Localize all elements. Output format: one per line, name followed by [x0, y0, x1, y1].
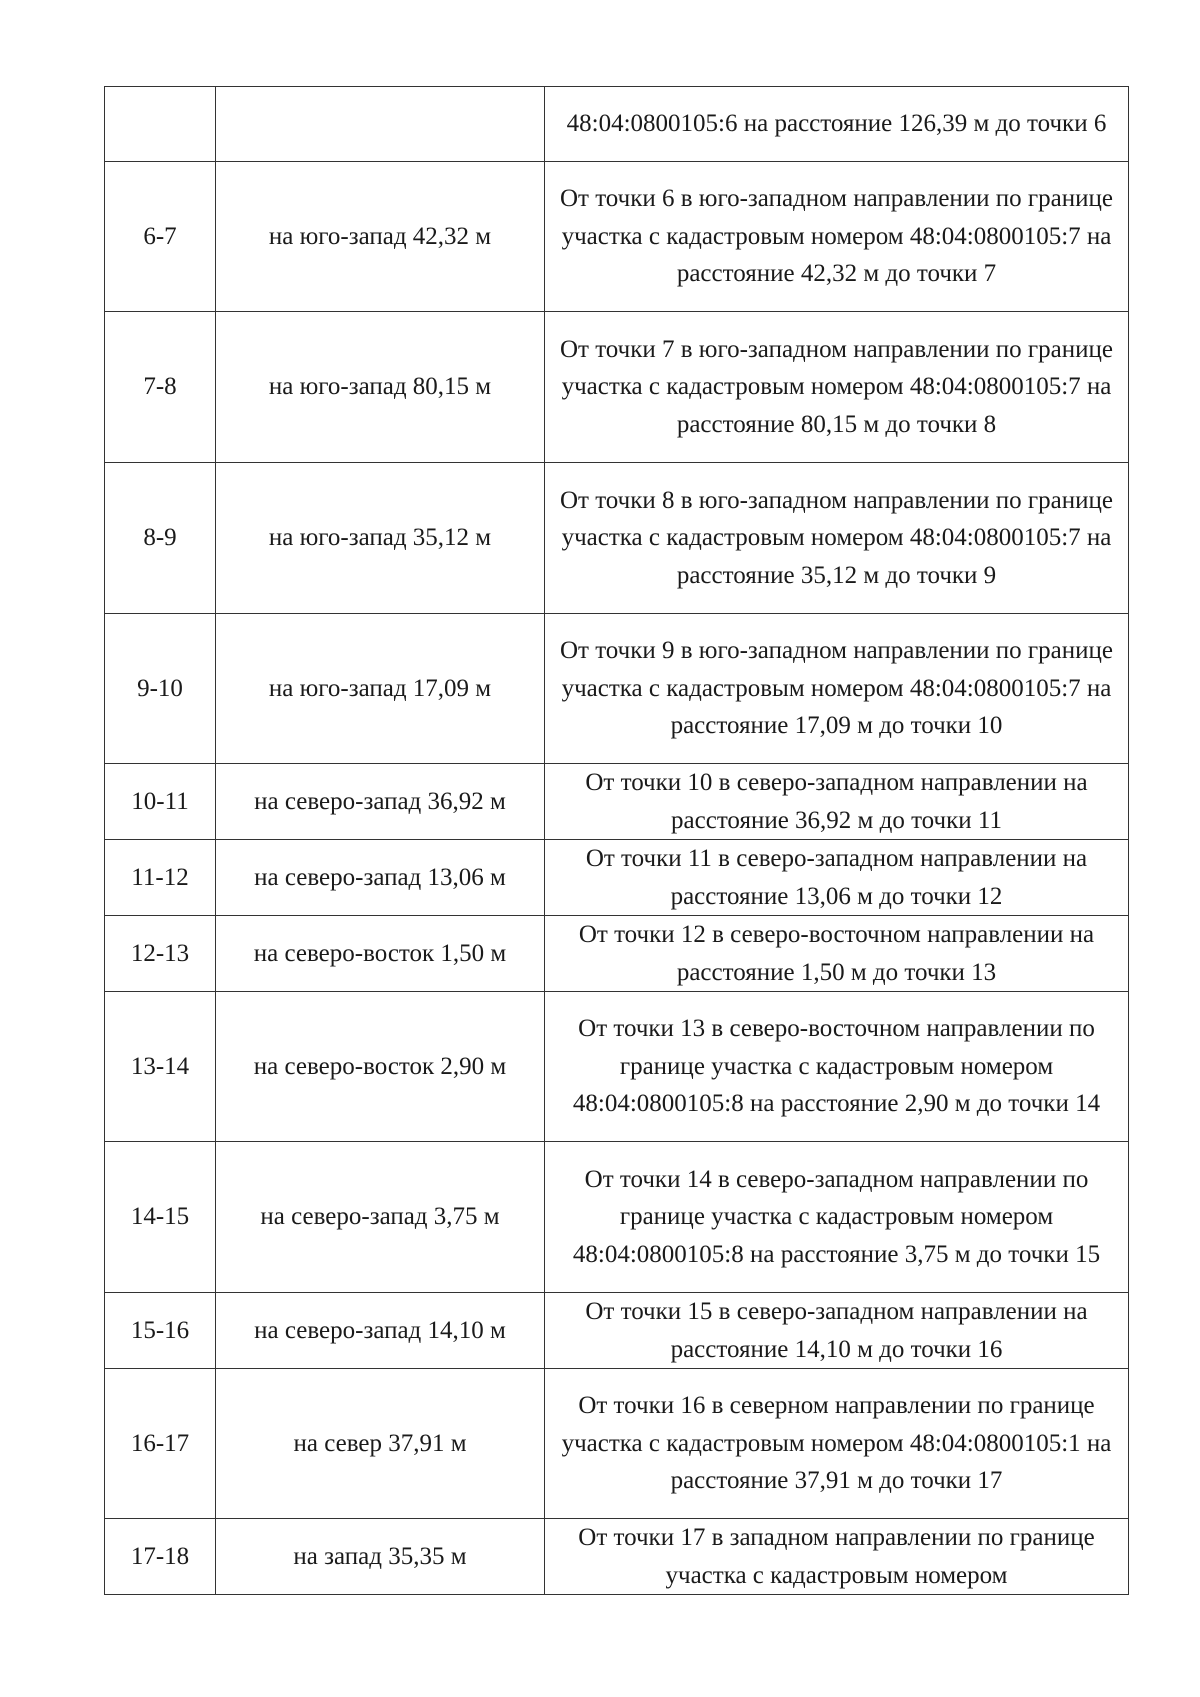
table-row — [105, 1142, 1129, 1293]
direction-cell: на юго-запад 42,32 м — [216, 162, 545, 312]
description-cell: От точки 13 в северо-восточном направлении по границе участка с кадастровым номером 48:04:0800105:8 на расстояние 2,90 м до точки 14 — [545, 992, 1129, 1142]
direction-cell: на запад 35,35 м — [216, 1519, 545, 1595]
segment-cell: 13-14 — [105, 992, 216, 1142]
description-cell: От точки 12 в северо-восточном направлении на расстояние 1,50 м до точки 13 — [545, 916, 1129, 992]
segment-cell: 16-17 — [105, 1369, 216, 1519]
segment-cell: 14-15 — [105, 1142, 216, 1293]
direction-cell: на юго-запад 17,09 м — [216, 614, 545, 764]
description-cell: 48:04:0800105:6 на расстояние 126,39 м до точки 6 — [545, 87, 1129, 162]
segment-cell: 12-13 — [105, 916, 216, 992]
direction-cell: на северо-запад 13,06 м — [216, 840, 545, 916]
direction-cell: на север 37,91 м — [216, 1369, 545, 1519]
segment-cell: 6-7 — [105, 162, 216, 312]
direction-cell: на северо-запад 3,75 м — [216, 1142, 545, 1293]
description-cell: От точки 7 в юго-западном направлении по границе участка с кадастровым номером 48:04:0800105:7 на расстояние 80,15 м до точки 8 — [545, 312, 1129, 463]
table-row — [105, 1519, 1129, 1595]
description-cell: От точки 16 в северном направлении по границе участка с кадастровым номером 48:04:0800105:1 на расстояние 37,91 м до точки 17 — [545, 1369, 1129, 1519]
table-row — [105, 162, 1129, 312]
table-row — [105, 614, 1129, 764]
description-cell: От точки 10 в северо-западном направлении на расстояние 36,92 м до точки 11 — [545, 764, 1129, 840]
table-row — [105, 916, 1129, 992]
table-row — [105, 1293, 1129, 1369]
description-cell: От точки 8 в юго-западном направлении по границе участка с кадастровым номером 48:04:0800105:7 на расстояние 35,12 м до точки 9 — [545, 463, 1129, 614]
description-cell: От точки 6 в юго-западном направлении по границе участка с кадастровым номером 48:04:0800105:7 на расстояние 42,32 м до точки 7 — [545, 162, 1129, 312]
segment-cell: 8-9 — [105, 463, 216, 614]
direction-cell: на юго-запад 80,15 м — [216, 312, 545, 463]
segment-cell — [105, 87, 216, 162]
segment-cell: 17-18 — [105, 1519, 216, 1595]
description-cell: От точки 11 в северо-западном направлении на расстояние 13,06 м до точки 12 — [545, 840, 1129, 916]
description-cell: От точки 14 в северо-западном направлении по границе участка с кадастровым номером 48:04:0800105:8 на расстояние 3,75 м до точки 15 — [545, 1142, 1129, 1293]
segment-cell: 9-10 — [105, 614, 216, 764]
segment-cell: 10-11 — [105, 764, 216, 840]
segment-cell: 11-12 — [105, 840, 216, 916]
direction-cell: на юго-запад 35,12 м — [216, 463, 545, 614]
table-row — [105, 764, 1129, 840]
direction-cell — [216, 87, 545, 162]
table-row — [105, 1369, 1129, 1519]
description-cell: От точки 15 в северо-западном направлении на расстояние 14,10 м до точки 16 — [545, 1293, 1129, 1369]
boundary-description-table — [104, 86, 1129, 1595]
direction-cell: на северо-восток 1,50 м — [216, 916, 545, 992]
direction-cell: на северо-запад 36,92 м — [216, 764, 545, 840]
segment-cell: 15-16 — [105, 1293, 216, 1369]
direction-cell: на северо-восток 2,90 м — [216, 992, 545, 1142]
table-row — [105, 840, 1129, 916]
table-row — [105, 992, 1129, 1142]
table-row — [105, 312, 1129, 463]
table-row — [105, 87, 1129, 162]
direction-cell: на северо-запад 14,10 м — [216, 1293, 545, 1369]
table-row — [105, 463, 1129, 614]
description-cell: От точки 9 в юго-западном направлении по границе участка с кадастровым номером 48:04:0800105:7 на расстояние 17,09 м до точки 10 — [545, 614, 1129, 764]
segment-cell: 7-8 — [105, 312, 216, 463]
description-cell: От точки 17 в западном направлении по границе участка с кадастровым номером — [545, 1519, 1129, 1595]
